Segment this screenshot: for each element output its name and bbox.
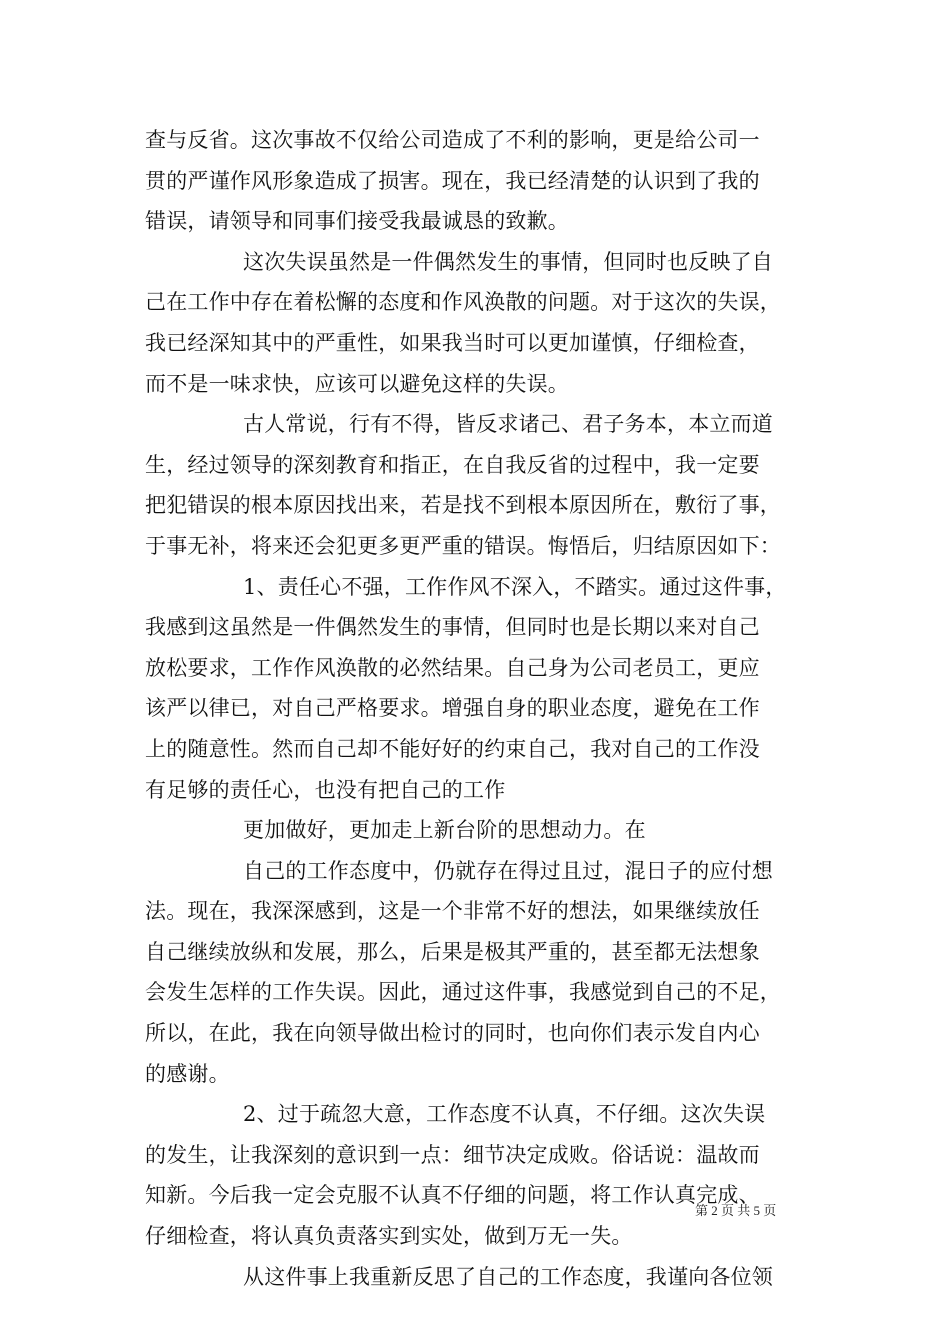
page-number-footer: 第 2 页 共 5 页 <box>695 1203 777 1218</box>
text-line: 的发生，让我深刻的意识到一点：细节决定成败。俗话说：温故而 <box>145 1142 760 1167</box>
text-line: 贯的严谨作风形象造成了损害。现在，我已经清楚的认识到了我的 <box>145 168 760 193</box>
text-line: 更加做好，更加走上新台阶的思想动力。在 <box>243 818 646 843</box>
text-line: 查与反省。这次事故不仅给公司造成了不利的影响，更是给公司一 <box>145 128 760 152</box>
text-line: 这次失误虽然是一件偶然发生的事情，但同时也反映了自 <box>243 249 773 274</box>
text-line: 法。现在，我深深感到，这是一个非常不好的想法，如果继续放任 <box>145 899 760 924</box>
text-line: 上的随意性。然而自己却不能好好的约束自己，我对自己的工作没 <box>145 736 760 761</box>
text-line: 知新。今后我一定会克服不认真不仔细的问题，将工作认真完成、 <box>145 1183 760 1208</box>
text-line: 2、过于疏忽大意，工作态度不认真，不仔细。这次失误 <box>243 1102 766 1127</box>
text-line: 放松要求，工作作风涣散的必然结果。自己身为公司老员工，更应 <box>145 655 760 680</box>
text-line: 仔细检查，将认真负责落实到实处，做到万无一失。 <box>145 1224 633 1249</box>
text-line: 的感谢。 <box>145 1061 230 1086</box>
text-line: 生，经过领导的深刻教育和指正，在自我反省的过程中，我一定要 <box>145 452 760 477</box>
document-body <box>145 120 815 1297</box>
text-line: 会发生怎样的工作失误。因此，通过这件事，我感觉到自己的不足， <box>145 980 781 1005</box>
text-line: 自己继续放纵和发展，那么，后果是极其严重的，甚至都无法想象 <box>145 939 760 964</box>
text-line: 错误，请领导和同事们接受我最诚恳的致歉。 <box>145 209 569 234</box>
text-line: 自己的工作态度中，仍就存在得过且过，混日子的应付想 <box>243 858 773 883</box>
text-line: 我感到这虽然是一件偶然发生的事情，但同时也是长期以来对自己 <box>145 615 760 640</box>
text-line: 1、责任心不强，工作作风不深入，不踏实。通过这件事， <box>243 574 787 599</box>
text-line: 己在工作中存在着松懈的态度和作风涣散的问题。对于这次的失误， <box>145 290 781 315</box>
text-line: 于事无补，将来还会犯更多更严重的错误。悔悟后，归结原因如下： <box>145 533 781 558</box>
text-line: 古人常说，行有不得，皆反求诸己、君子务本，本立而道 <box>243 412 773 437</box>
text-line: 该严以律已，对自己严格要求。增强自身的职业态度，避免在工作 <box>145 696 760 721</box>
text-line: 从这件事上我重新反思了自己的工作态度，我谨向各位领 <box>243 1264 773 1289</box>
text-line: 有足够的责任心，也没有把自己的工作 <box>145 777 506 802</box>
text-line: 我已经深知其中的严重性，如果我当时可以更加谨慎，仔细检查， <box>145 330 760 355</box>
text-line: 把犯错误的根本原因找出来，若是找不到根本原因所在，敷衍了事， <box>145 493 781 518</box>
text-line: 而不是一味求快，应该可以避免这样的失误。 <box>145 371 569 396</box>
text-line: 所以，在此，我在向领导做出检讨的同时，也向你们表示发自内心 <box>145 1021 760 1046</box>
